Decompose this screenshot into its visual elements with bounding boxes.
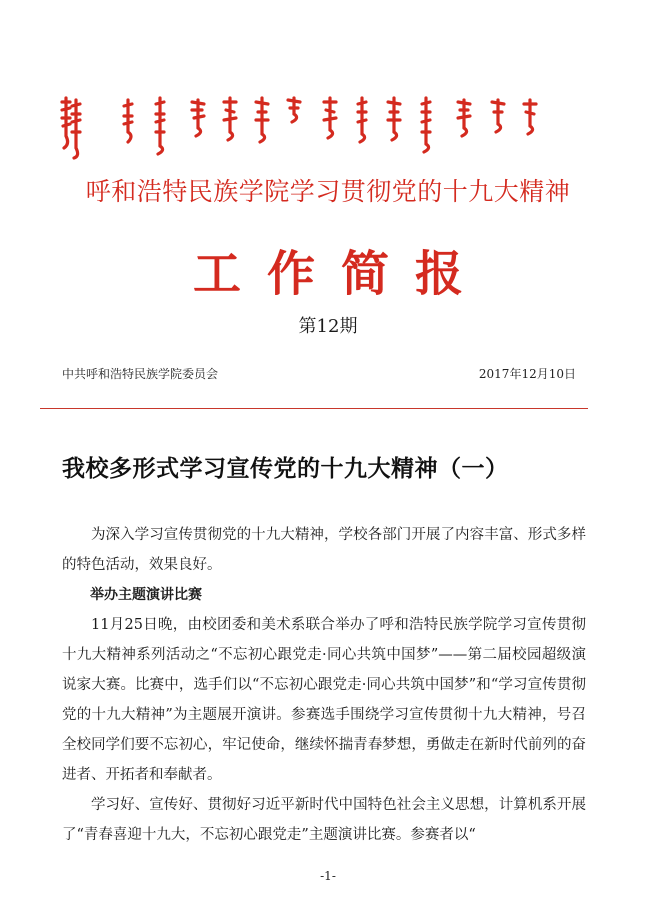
issue-date: 2017年12月10日 <box>478 367 576 381</box>
issue-number: 第12期 <box>298 316 358 337</box>
mongolian-word-14 <box>524 100 536 134</box>
mongolian-word-13 <box>492 100 504 132</box>
mongolian-word-12 <box>458 100 470 136</box>
mongolian-word-1 <box>62 98 80 158</box>
article-paragraph: 学习好、宣传好、贯彻好习近平新时代中国特色社会主义思想，计算机系开展了“青春喜迎十九大，不忘初心跟党走”主题演讲比赛。参赛者以“ <box>62 797 586 843</box>
article-paragraph: 为深入学习宣传贯彻党的十九大精神，学校各部门开展了内容丰富、形式多样的特色活动，效果良好。 <box>62 527 586 573</box>
mongolian-word-9 <box>358 98 366 142</box>
header-divider <box>40 408 588 409</box>
mongolian-word-4 <box>192 100 204 136</box>
mongolian-word-3 <box>156 98 164 154</box>
article-subheading: 举办主题演讲比赛 <box>90 587 202 603</box>
bulletin-title: 工作简报 <box>192 246 489 302</box>
mongolian-word-2 <box>124 100 132 142</box>
mongolian-word-5 <box>224 98 236 140</box>
article-body <box>62 520 586 850</box>
mongolian-word-7 <box>288 98 300 122</box>
org-title: 呼和浩特民族学院学习贯彻党的十九大精神 <box>85 177 571 206</box>
issuer-date-row <box>62 365 576 382</box>
issuer: 中共呼和浩特民族学院委员会 <box>62 367 219 381</box>
article-paragraph: 11月25日晚，由校团委和美术系联合举办了呼和浩特民族学院学习宣传贯彻十九大精神系列活动之“不忘初心跟党走·同心共筑中国梦”——第二届校园超级演说家大赛。比赛中，选手们以“不忘初心跟党走·同心共筑中国梦”和“学习宣传贯彻党的十九大精神”为主题展开演讲。参赛选手围绕学习宣传贯彻十九大精神，号召全校同学们要不忘初心，牢记使命，继续怀揣青春梦想，勇做走在新时代前列的奋进者、开拓者和奉献者。 <box>62 617 586 783</box>
page-number: -1- <box>320 869 336 883</box>
mongolian-script-logo <box>58 92 578 162</box>
mongolian-word-8 <box>324 98 336 138</box>
mongolian-word-11 <box>422 98 430 152</box>
mongolian-word-6 <box>256 98 268 142</box>
mongolian-word-10 <box>388 98 400 140</box>
article-title: 我校多形式学习宣传党的十九大精神（一） <box>62 455 509 482</box>
